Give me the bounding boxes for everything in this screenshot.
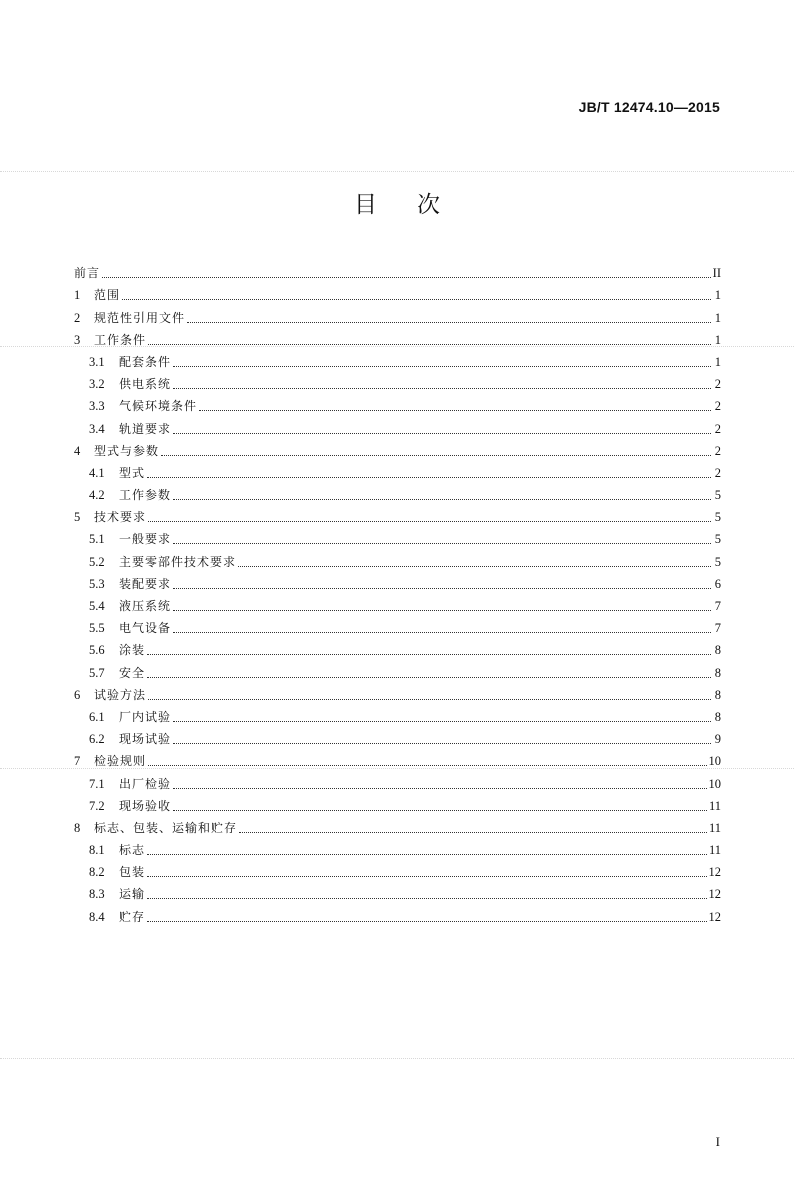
toc-entry-label: 配套条件: [119, 354, 172, 369]
toc-entry-number: 8: [74, 820, 81, 835]
toc-entry-label: 涂装: [119, 643, 146, 658]
toc-entry[interactable]: [74, 858, 721, 880]
scan-divider: [0, 171, 794, 172]
toc-entry-label: 工作条件: [94, 332, 147, 347]
toc-entry-label: 现场试验: [119, 732, 172, 747]
dot-leader: [148, 765, 706, 766]
toc-entry-label: 主要零部件技术要求: [119, 554, 237, 569]
toc-entry-number: 6.2: [89, 732, 105, 747]
toc-entry[interactable]: [74, 880, 721, 902]
toc-entry-page: 10: [708, 776, 721, 791]
toc-entry-number: 7.1: [89, 776, 105, 791]
dot-leader: [147, 677, 711, 678]
toc-entry-number: 5.4: [89, 599, 105, 613]
toc-entry[interactable]: [74, 414, 721, 436]
dot-leader: [147, 654, 711, 655]
dot-leader: [148, 521, 711, 522]
toc-entry[interactable]: [74, 836, 721, 858]
toc-entry-page: 2: [714, 377, 721, 392]
dot-leader: [161, 455, 711, 456]
toc-entry-label: 轨道要求: [119, 421, 172, 436]
toc-entry[interactable]: [74, 769, 721, 791]
dot-leader: [187, 322, 711, 323]
dot-leader: [173, 810, 707, 811]
toc-entry-label: 标志: [119, 843, 146, 858]
scan-divider: [0, 1058, 794, 1059]
toc-entry[interactable]: [74, 348, 721, 370]
toc-entry-page: 1: [714, 288, 721, 303]
dot-leader: [173, 610, 711, 611]
toc-entry[interactable]: [74, 503, 721, 525]
toc-entry-page: 11: [708, 843, 721, 858]
toc-entry-label: 厂内试验: [119, 709, 172, 724]
toc-entry-label: 工作参数: [119, 488, 172, 503]
toc-entry-label: 液压系统: [119, 599, 172, 613]
toc-entry-number: 6: [74, 687, 81, 702]
dot-leader: [173, 588, 711, 589]
dot-leader: [173, 366, 711, 367]
toc-entry-page: 5: [714, 510, 721, 525]
dot-leader: [147, 854, 707, 855]
toc-entry-page: 8: [714, 643, 721, 658]
dot-leader: [173, 743, 711, 744]
toc-entry-number: 1: [74, 288, 81, 303]
standard-code: JB/T 12474.10—2015: [578, 99, 720, 115]
toc-entry-label: 标志、包装、运输和贮存: [94, 820, 238, 835]
toc-entry-number: 5.2: [89, 554, 105, 569]
toc-entry-label: 前言: [74, 266, 101, 281]
toc-entry-page: 1: [714, 310, 721, 325]
toc-entry-page: 8: [714, 709, 721, 724]
toc-entry-number: 5.5: [89, 621, 105, 636]
toc-entry-label: 运输: [119, 887, 146, 902]
toc-entry-label: 气候环境条件: [119, 399, 198, 414]
toc-entry-number: 3: [74, 332, 81, 347]
dot-leader: [148, 344, 711, 345]
toc-entry-page: II: [712, 266, 721, 281]
toc-entry-number: 6.1: [89, 709, 105, 724]
toc-entry-page: 11: [708, 798, 721, 813]
toc-entry-label: 装配要求: [119, 576, 172, 591]
toc-entry-number: 3.2: [89, 377, 105, 392]
toc-entry-label: 检验规则: [94, 754, 147, 769]
toc-entry-number: 4.2: [89, 488, 105, 503]
page-number: I: [715, 1134, 720, 1149]
table-of-contents: [74, 259, 721, 925]
toc-entry-page: 9: [714, 732, 721, 747]
toc-entry-page: 1: [714, 332, 721, 347]
toc-entry-label: 技术要求: [94, 510, 147, 525]
toc-entry-number: 3.1: [89, 354, 105, 369]
toc-entry-number: 5.6: [89, 643, 105, 658]
dot-leader: [102, 277, 711, 278]
toc-entry[interactable]: [74, 392, 721, 414]
toc-entry-number: 7.2: [89, 798, 105, 813]
toc-entry-page: 2: [714, 399, 721, 414]
dot-leader: [147, 477, 711, 478]
toc-entry-number: 8.4: [89, 909, 105, 924]
toc-entry[interactable]: [74, 326, 721, 348]
toc-entry-page: 12: [708, 887, 721, 902]
toc-entry-label: 供电系统: [119, 377, 172, 392]
toc-entry-number: 7: [74, 754, 81, 769]
toc-entry-number: 8.3: [89, 887, 105, 902]
toc-entry[interactable]: [74, 658, 721, 680]
dot-leader: [199, 410, 711, 411]
toc-entry-page: 12: [708, 909, 721, 924]
toc-entry[interactable]: [74, 703, 721, 725]
toc-entry-label: 范围: [94, 288, 121, 303]
dot-leader: [147, 921, 706, 922]
toc-entry-label: 贮存: [119, 909, 146, 924]
toc-entry-label: 电气设备: [119, 621, 172, 636]
dot-leader: [173, 788, 706, 789]
toc-entry[interactable]: [74, 259, 721, 281]
toc-entry-label: 现场验收: [119, 798, 172, 813]
dot-leader: [173, 632, 711, 633]
toc-entry[interactable]: [74, 525, 721, 547]
toc-entry-page: 5: [714, 532, 721, 547]
dot-leader: [173, 388, 711, 389]
toc-entry-label: 出厂检验: [119, 776, 172, 791]
toc-entry-page: 8: [714, 665, 721, 680]
toc-entry[interactable]: [74, 814, 721, 836]
toc-entry-label: 安全: [119, 665, 146, 680]
toc-entry-label: 规范性引用文件: [94, 310, 186, 325]
toc-entry-label: 一般要求: [119, 532, 172, 547]
toc-entry-label: 型式: [119, 465, 146, 480]
toc-entry-page: 11: [708, 820, 721, 835]
toc-entry[interactable]: [74, 281, 721, 303]
toc-entry-page: 7: [714, 599, 721, 613]
toc-entry-page: 7: [714, 621, 721, 636]
toc-entry-page: 1: [714, 354, 721, 369]
toc-entry-number: 4: [74, 443, 81, 458]
toc-entry-number: 3.3: [89, 399, 105, 414]
toc-entry-page: 5: [714, 488, 721, 503]
toc-entry-label: 型式与参数: [94, 443, 160, 458]
toc-entry-number: 5.3: [89, 576, 105, 591]
dot-leader: [147, 898, 706, 899]
toc-entry-page: 6: [714, 576, 721, 591]
toc-entry-number: 5.7: [89, 665, 105, 680]
dot-leader: [173, 721, 711, 722]
toc-entry-label: 试验方法: [94, 687, 147, 702]
page-title: 目次: [354, 192, 480, 218]
toc-entry[interactable]: [74, 747, 721, 769]
toc-entry[interactable]: [74, 547, 721, 569]
toc-entry-page: 2: [714, 421, 721, 436]
toc-entry-page: 12: [708, 865, 721, 880]
toc-entry[interactable]: [74, 681, 721, 703]
toc-entry[interactable]: [74, 570, 721, 592]
toc-entry-number: 5.1: [89, 532, 105, 547]
dot-leader: [238, 566, 711, 567]
dot-leader: [173, 499, 711, 500]
toc-entry-page: 2: [714, 443, 721, 458]
dot-leader: [173, 433, 711, 434]
toc-entry-number: 8.1: [89, 843, 105, 858]
toc-entry[interactable]: [74, 459, 721, 481]
dot-leader: [148, 699, 711, 700]
toc-entry-number: 8.2: [89, 865, 105, 880]
toc-entry[interactable]: [74, 592, 721, 614]
toc-entry[interactable]: [74, 370, 721, 392]
toc-entry[interactable]: [74, 902, 721, 924]
toc-entry-page: 5: [714, 554, 721, 569]
dot-leader: [122, 299, 711, 300]
toc-entry-label: 包装: [119, 865, 146, 880]
toc-entry-number: 4.1: [89, 465, 105, 480]
toc-entry[interactable]: [74, 303, 721, 325]
dot-leader: [173, 543, 711, 544]
toc-entry[interactable]: [74, 437, 721, 459]
toc-entry-page: 2: [714, 465, 721, 480]
toc-entry[interactable]: [74, 792, 721, 814]
toc-entry-number: 5: [74, 510, 81, 525]
toc-entry[interactable]: [74, 481, 721, 503]
toc-entry-number: 2: [74, 310, 81, 325]
toc-entry[interactable]: [74, 725, 721, 747]
toc-entry[interactable]: [74, 636, 721, 658]
toc-entry-page: 8: [714, 687, 721, 702]
toc-entry[interactable]: [74, 614, 721, 636]
toc-entry-page: 10: [708, 754, 721, 769]
dot-leader: [147, 876, 706, 877]
dot-leader: [239, 832, 707, 833]
toc-entry-number: 3.4: [89, 421, 105, 436]
